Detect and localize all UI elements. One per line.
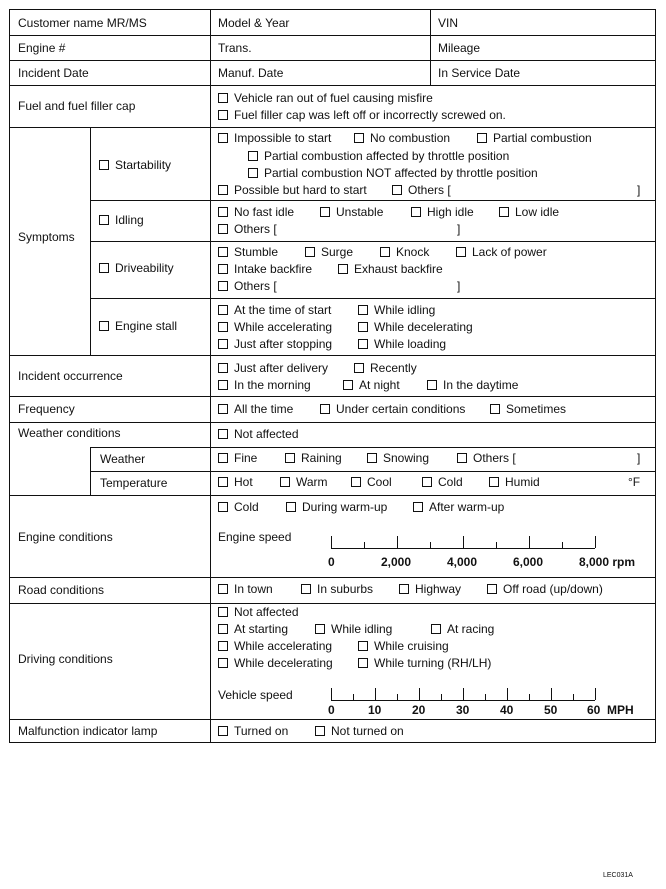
unstable-idle-label: Unstable <box>336 205 384 219</box>
column-divider <box>90 447 91 495</box>
rpm-tick-label: 2,000 <box>381 555 412 569</box>
filler-cap-checkbox[interactable] <box>218 110 228 120</box>
incident-date-label: Incident Date <box>18 66 89 80</box>
warm-label: Warm <box>296 475 328 489</box>
night-label: At night <box>359 378 400 392</box>
weather-others-label: Others [ <box>473 451 516 465</box>
partial-not-throttle-label: Partial combustion NOT affected by throttle position <box>264 166 538 180</box>
mil-off-label: Not turned on <box>331 724 404 738</box>
cold-weather-checkbox[interactable] <box>422 477 432 487</box>
at-racing-checkbox[interactable] <box>431 624 441 634</box>
snowing-label: Snowing <box>383 451 430 465</box>
after-delivery-checkbox[interactable] <box>218 363 228 373</box>
intake-backfire-label: Intake backfire <box>234 262 313 276</box>
raining-label: Raining <box>301 451 342 465</box>
sometimes-label: Sometimes <box>506 402 567 416</box>
hard-to-start-label: Possible but hard to start <box>234 183 367 197</box>
highway-checkbox[interactable] <box>399 584 409 594</box>
cool-label: Cool <box>367 475 392 489</box>
humid-checkbox[interactable] <box>489 477 499 487</box>
row-divider <box>10 719 655 720</box>
row-divider <box>10 35 655 36</box>
unstable-idle-checkbox[interactable] <box>320 207 330 217</box>
mph-tick-label: 60 MPH <box>587 703 634 717</box>
night-checkbox[interactable] <box>343 380 353 390</box>
in-service-date-label: In Service Date <box>438 66 521 80</box>
symptoms-label: Symptoms <box>18 230 75 244</box>
road-conditions-label: Road conditions <box>18 583 105 597</box>
in-town-checkbox[interactable] <box>218 584 228 594</box>
in-town-label: In town <box>234 582 273 596</box>
mph-tick <box>463 688 464 700</box>
certain-conditions-checkbox[interactable] <box>320 404 330 414</box>
fuel-ran-out-label: Vehicle ran out of fuel causing misfire <box>234 91 433 105</box>
partial-combustion-checkbox[interactable] <box>477 133 487 143</box>
all-the-time-label: All the time <box>234 402 294 416</box>
row-divider <box>10 577 655 578</box>
all-the-time-checkbox[interactable] <box>218 404 228 414</box>
in-suburbs-checkbox[interactable] <box>301 584 311 594</box>
partial-throttle-label: Partial combustion affected by throttle position <box>264 149 510 163</box>
in-suburbs-label: In suburbs <box>317 582 374 596</box>
stall-decelerating-label: While decelerating <box>374 320 473 334</box>
stall-accelerating-label: While accelerating <box>234 320 333 334</box>
engine-stall-label: Engine stall <box>115 319 178 333</box>
weather-not-affected-label: Not affected <box>234 427 299 441</box>
mph-tick-label: 40 <box>500 703 514 717</box>
cold-weather-label: Cold <box>438 475 463 489</box>
idling-others-checkbox[interactable] <box>218 224 228 234</box>
stall-at-start-label: At the time of start <box>234 303 332 317</box>
mil-on-label: Turned on <box>234 724 289 738</box>
stall-loading-checkbox[interactable] <box>358 339 368 349</box>
idling-checkbox[interactable] <box>99 215 109 225</box>
idling-others-label: Others [ <box>234 222 277 236</box>
rpm-tick <box>496 542 497 548</box>
stall-at-start-checkbox[interactable] <box>218 305 228 315</box>
rpm-tick <box>397 536 398 548</box>
exhaust-backfire-label: Exhaust backfire <box>354 262 443 276</box>
fahrenheit-unit: °F <box>628 475 641 489</box>
rpm-tick-label: 8,000 rpm <box>579 555 636 569</box>
mph-tick <box>573 694 574 700</box>
driveability-label: Driveability <box>115 261 174 275</box>
after-warm-up-checkbox[interactable] <box>413 502 423 512</box>
mph-tick <box>353 694 354 700</box>
mph-tick <box>397 694 398 700</box>
after-delivery-label: Just after delivery <box>234 361 329 375</box>
stumble-checkbox[interactable] <box>218 247 228 257</box>
hard-to-start-checkbox[interactable] <box>218 185 228 195</box>
weather-others-close: ] <box>637 451 641 465</box>
weather-others-checkbox[interactable] <box>457 453 467 463</box>
rpm-tick <box>463 536 464 548</box>
row-divider <box>10 60 655 61</box>
hot-label: Hot <box>234 475 253 489</box>
hot-checkbox[interactable] <box>218 477 228 487</box>
partial-combustion-label: Partial combustion <box>493 131 592 145</box>
lack-of-power-checkbox[interactable] <box>456 247 466 257</box>
knock-label: Knock <box>396 245 430 259</box>
no-combustion-checkbox[interactable] <box>354 133 364 143</box>
column-divider <box>210 10 211 742</box>
filler-cap-label: Fuel filler cap was left off or incorrectly screwed on. <box>234 108 506 122</box>
incident-occurrence-label: Incident occurrence <box>18 369 123 383</box>
mph-tick <box>331 688 332 700</box>
humid-label: Humid <box>505 475 540 489</box>
highway-label: Highway <box>415 582 462 596</box>
driveability-checkbox[interactable] <box>99 263 109 273</box>
mph-tick <box>529 694 530 700</box>
sometimes-checkbox[interactable] <box>490 404 500 414</box>
partial-not-throttle-checkbox[interactable] <box>248 168 258 178</box>
row-divider <box>10 396 655 397</box>
after-warm-up-label: After warm-up <box>429 500 505 514</box>
temperature-label: Temperature <box>100 476 168 490</box>
row-divider <box>90 200 655 201</box>
mph-tick-label: 50 <box>544 703 558 717</box>
engine-cold-label: Cold <box>234 500 259 514</box>
rpm-tick-label: 6,000 <box>513 555 544 569</box>
vehicle-speed-label: Vehicle speed <box>218 688 293 702</box>
at-racing-label: At racing <box>447 622 495 636</box>
surge-label: Surge <box>321 245 354 259</box>
cruising-label: While cruising <box>374 639 449 653</box>
mph-tick <box>595 688 596 700</box>
row-divider <box>90 298 655 299</box>
stall-decelerating-checkbox[interactable] <box>358 322 368 332</box>
driveability-others-close: ] <box>457 279 461 293</box>
rpm-tick <box>595 536 596 548</box>
high-idle-checkbox[interactable] <box>411 207 421 217</box>
rpm-tick <box>529 536 530 548</box>
intake-backfire-checkbox[interactable] <box>218 264 228 274</box>
driving-idling-label: While idling <box>331 622 393 636</box>
mph-tick-label: 30 <box>456 703 470 717</box>
startability-others-label: Others [ <box>408 183 451 197</box>
recently-checkbox[interactable] <box>354 363 364 373</box>
rpm-tick <box>331 536 332 548</box>
engine-cold-checkbox[interactable] <box>218 502 228 512</box>
engine-conditions-label: Engine conditions <box>18 530 113 544</box>
driving-accelerating-label: While accelerating <box>234 639 333 653</box>
morning-label: In the morning <box>234 378 311 392</box>
snowing-checkbox[interactable] <box>367 453 377 463</box>
driving-not-affected-label: Not affected <box>234 605 299 619</box>
startability-others-close: ] <box>637 183 641 197</box>
low-idle-label: Low idle <box>515 205 560 219</box>
mph-tick <box>551 688 552 700</box>
mph-tick <box>375 688 376 700</box>
mil-off-checkbox[interactable] <box>315 726 325 736</box>
rpm-tick-label: 0 <box>328 555 335 569</box>
cruising-checkbox[interactable] <box>358 641 368 651</box>
engine-number-label: Engine # <box>18 41 66 55</box>
startability-label: Startability <box>115 158 172 172</box>
mph-tick <box>441 694 442 700</box>
mil-on-checkbox[interactable] <box>218 726 228 736</box>
lack-of-power-label: Lack of power <box>472 245 547 259</box>
off-road-label: Off road (up/down) <box>503 582 603 596</box>
driving-not-affected-checkbox[interactable] <box>218 607 228 617</box>
mileage-label: Mileage <box>438 41 481 55</box>
no-combustion-label: No combustion <box>370 131 451 145</box>
impossible-to-start-checkbox[interactable] <box>218 133 228 143</box>
mph-tick <box>419 688 420 700</box>
warm-up-label: During warm-up <box>302 500 388 514</box>
fuel-section-label: Fuel and fuel filler cap <box>18 99 136 113</box>
rpm-tick <box>364 542 365 548</box>
manufacture-date-label: Manuf. Date <box>218 66 284 80</box>
stumble-label: Stumble <box>234 245 279 259</box>
startability-others-checkbox[interactable] <box>392 185 402 195</box>
mil-label: Malfunction indicator lamp <box>18 724 158 738</box>
stall-after-stopping-label: Just after stopping <box>234 337 333 351</box>
mph-tick <box>507 688 508 700</box>
warm-checkbox[interactable] <box>280 477 290 487</box>
idling-label: Idling <box>115 213 144 227</box>
row-divider <box>90 241 655 242</box>
figure-code: LEC031A <box>603 872 633 879</box>
turning-checkbox[interactable] <box>358 658 368 668</box>
low-idle-checkbox[interactable] <box>499 207 509 217</box>
off-road-checkbox[interactable] <box>487 584 497 594</box>
fine-checkbox[interactable] <box>218 453 228 463</box>
driveability-others-checkbox[interactable] <box>218 281 228 291</box>
vin-label: VIN <box>438 16 459 30</box>
stall-idling-label: While idling <box>374 303 436 317</box>
mph-tick <box>485 694 486 700</box>
mph-tick-label: 0 <box>328 703 335 717</box>
no-fast-idle-label: No fast idle <box>234 205 295 219</box>
at-starting-checkbox[interactable] <box>218 624 228 634</box>
morning-checkbox[interactable] <box>218 380 228 390</box>
raining-checkbox[interactable] <box>285 453 295 463</box>
rpm-tick-label: 4,000 <box>447 555 478 569</box>
rpm-tick <box>430 542 431 548</box>
turning-label: While turning (RH/LH) <box>374 656 492 670</box>
row-divider <box>10 355 655 356</box>
row-divider <box>10 495 655 496</box>
column-divider <box>90 127 91 355</box>
high-idle-label: High idle <box>427 205 474 219</box>
column-divider <box>430 10 431 85</box>
weather-not-affected-checkbox[interactable] <box>218 429 228 439</box>
row-divider <box>10 127 655 128</box>
stall-after-stopping-checkbox[interactable] <box>218 339 228 349</box>
idling-others-close: ] <box>457 222 461 236</box>
row-divider <box>10 85 655 86</box>
surge-checkbox[interactable] <box>305 247 315 257</box>
cool-checkbox[interactable] <box>351 477 361 487</box>
stall-accelerating-checkbox[interactable] <box>218 322 228 332</box>
stall-loading-label: While loading <box>374 337 447 351</box>
at-starting-label: At starting <box>234 622 289 636</box>
row-divider <box>90 447 655 448</box>
diagnostic-worksheet <box>9 9 656 743</box>
partial-throttle-checkbox[interactable] <box>248 151 258 161</box>
frequency-label: Frequency <box>18 402 75 416</box>
fuel-ran-out-checkbox[interactable] <box>218 93 228 103</box>
rpm-tick <box>562 542 563 548</box>
mph-tick-label: 10 <box>368 703 382 717</box>
row-divider <box>10 603 655 604</box>
exhaust-backfire-checkbox[interactable] <box>338 264 348 274</box>
weather-conditions-label: Weather conditions <box>18 426 121 440</box>
stall-idling-checkbox[interactable] <box>358 305 368 315</box>
transmission-label: Trans. <box>218 41 252 55</box>
driving-accelerating-checkbox[interactable] <box>218 641 228 651</box>
knock-checkbox[interactable] <box>380 247 390 257</box>
row-divider <box>10 422 655 423</box>
row-divider <box>90 471 655 472</box>
engine-stall-checkbox[interactable] <box>99 321 109 331</box>
engine-speed-scale <box>331 548 595 549</box>
engine-speed-label: Engine speed <box>218 530 292 544</box>
recently-label: Recently <box>370 361 417 375</box>
driving-decelerating-checkbox[interactable] <box>218 658 228 668</box>
daytime-checkbox[interactable] <box>427 380 437 390</box>
daytime-label: In the daytime <box>443 378 519 392</box>
certain-conditions-label: Under certain conditions <box>336 402 466 416</box>
mph-tick-label: 20 <box>412 703 426 717</box>
driving-conditions-label: Driving conditions <box>18 652 113 666</box>
weather-label: Weather <box>100 452 146 466</box>
driving-decelerating-label: While decelerating <box>234 656 333 670</box>
driving-idling-checkbox[interactable] <box>315 624 325 634</box>
no-fast-idle-checkbox[interactable] <box>218 207 228 217</box>
impossible-to-start-label: Impossible to start <box>234 131 332 145</box>
startability-checkbox[interactable] <box>99 160 109 170</box>
vehicle-speed-scale <box>331 700 595 701</box>
customer-name-label: Customer name MR/MS <box>18 16 147 30</box>
fine-label: Fine <box>234 451 258 465</box>
warm-up-checkbox[interactable] <box>286 502 296 512</box>
driveability-others-label: Others [ <box>234 279 277 293</box>
model-year-label: Model & Year <box>218 16 290 30</box>
